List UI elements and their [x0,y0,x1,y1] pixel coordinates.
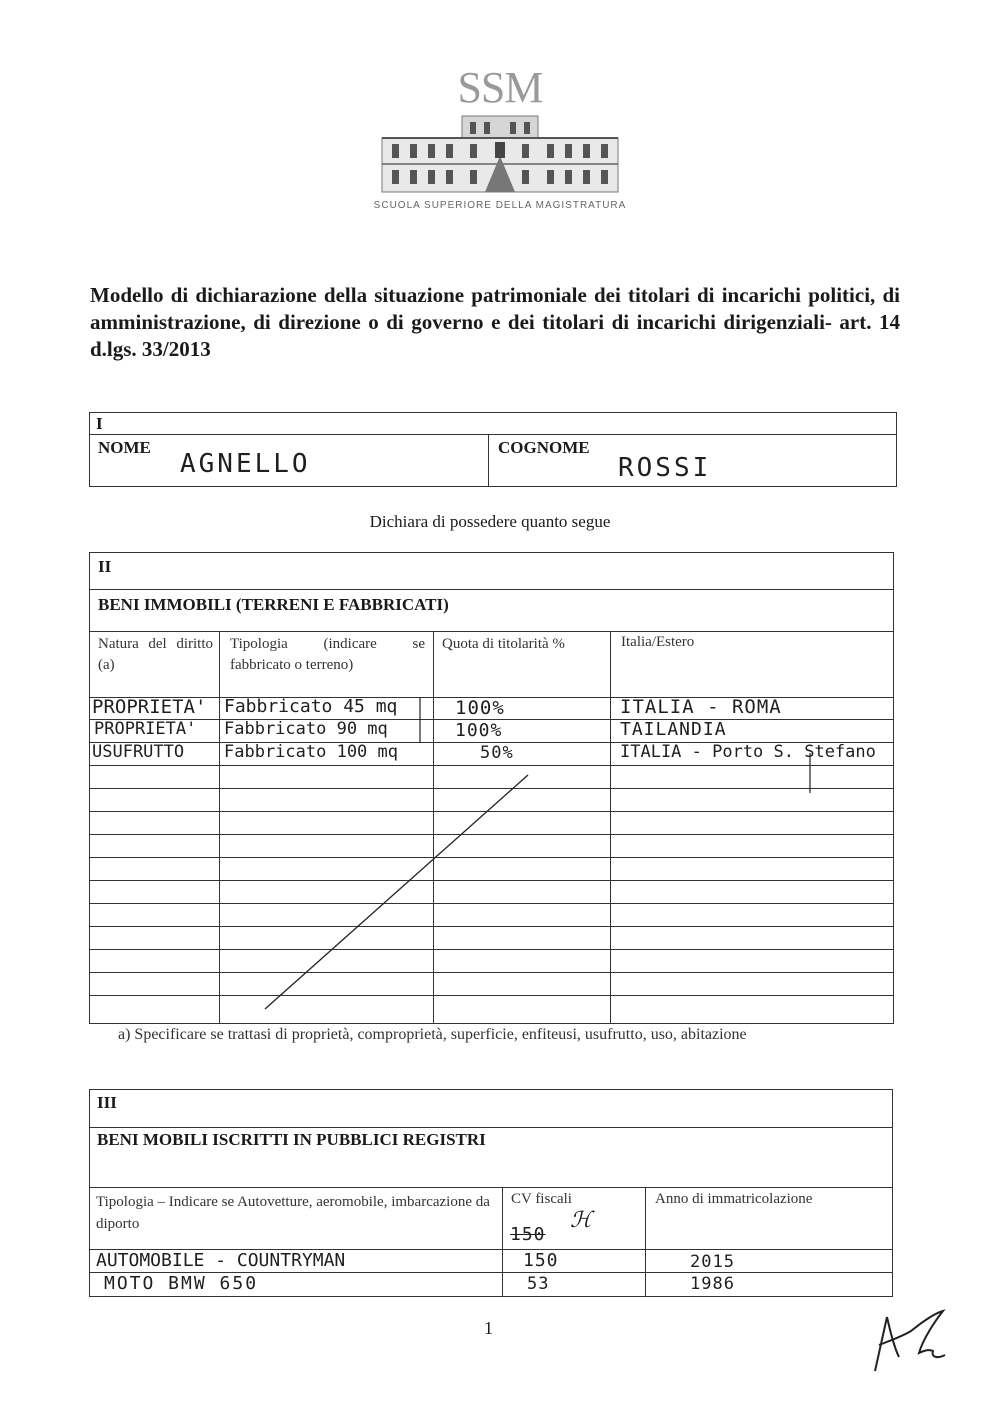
column-header: CV fiscali [511,1191,572,1207]
column-header: Tipologia (indicare se fabbricato o terreno) [230,636,425,673]
table-cell: Fabbricato 45 mq [224,696,398,717]
table-cell: 1986 [690,1274,735,1294]
logo-subtitle: SCUOLA SUPERIORE DELLA MAGISTRATURA [373,200,627,211]
section-number: I [96,414,103,433]
section-number: III [97,1093,117,1112]
table-cell: USUFRUTTO [92,742,185,762]
section-registered-assets [89,1089,893,1297]
column-header: Tipologia – Indicare se Autovetture, aeromobile, imbarcazione da diporto [96,1194,490,1232]
declaration-text: Dichiara di possedere quanto segue [369,512,611,531]
logo-acronym: SSM [457,63,543,112]
table-cell: 2015 [690,1252,735,1272]
table-cell: MOTO BMW 650 [104,1273,259,1294]
table-cell: 100% [455,720,503,741]
page-number: 1 [484,1318,493,1338]
section-personal-data [89,412,897,487]
table-cell: ITALIA - Porto S. Stefano [620,742,876,762]
table-cell: 53 [527,1274,550,1294]
strikethrough-line [90,553,895,1025]
column-header: Quota di titolarità % [442,636,565,652]
table-cell: Fabbricato 100 mq [224,742,398,762]
table-cell: PROPRIETA' [94,719,197,739]
table-cell: PROPRIETA' [92,696,207,718]
table-cell: 150 [523,1250,559,1271]
table-cell: 100% [455,697,505,719]
section-number: II [98,557,112,576]
name-value: AGNELLO [180,449,311,479]
table-cell: ITALIA - ROMA [620,696,782,718]
column-header: Anno di immatricolazione [655,1191,813,1207]
surname-label: COGNOME [498,438,590,457]
section-real-estate [89,552,894,1024]
table-cell: AUTOMOBILE - COUNTRYMAN [96,1250,346,1271]
name-label: NOME [98,438,151,457]
table-cell: Fabbricato 90 mq [224,719,388,739]
document-title: Modello di dichiarazione della situazione patrimoniale dei titolari di incarichi politici, di amministrazione, di direzione o di governo e dei titolari di incarichi dirigenziali- art. 14 d.lgs. 33/2013 [90,283,900,361]
column-header: Natura del diritto (a) [98,636,213,673]
section-heading: BENI MOBILI ISCRITTI IN PUBBLICI REGISTRI [97,1130,486,1149]
signature-icon [865,1305,955,1375]
column-header: Italia/Estero [621,634,695,650]
building-logo-icon [372,112,628,194]
initials-mark: ℋ [570,1208,592,1233]
cv-correction: 150 [510,1224,546,1245]
table-cell: TAILANDIA [620,719,727,740]
footnote: a) Specificare se trattasi di proprietà, comproprietà, superficie, enfiteusi, usufrutto, uso, abitazione [118,1026,747,1043]
table-cell: 50% [480,743,514,763]
section-heading: BENI IMMOBILI (TERRENI E FABBRICATI) [98,595,449,614]
surname-value: ROSSI [618,453,712,483]
